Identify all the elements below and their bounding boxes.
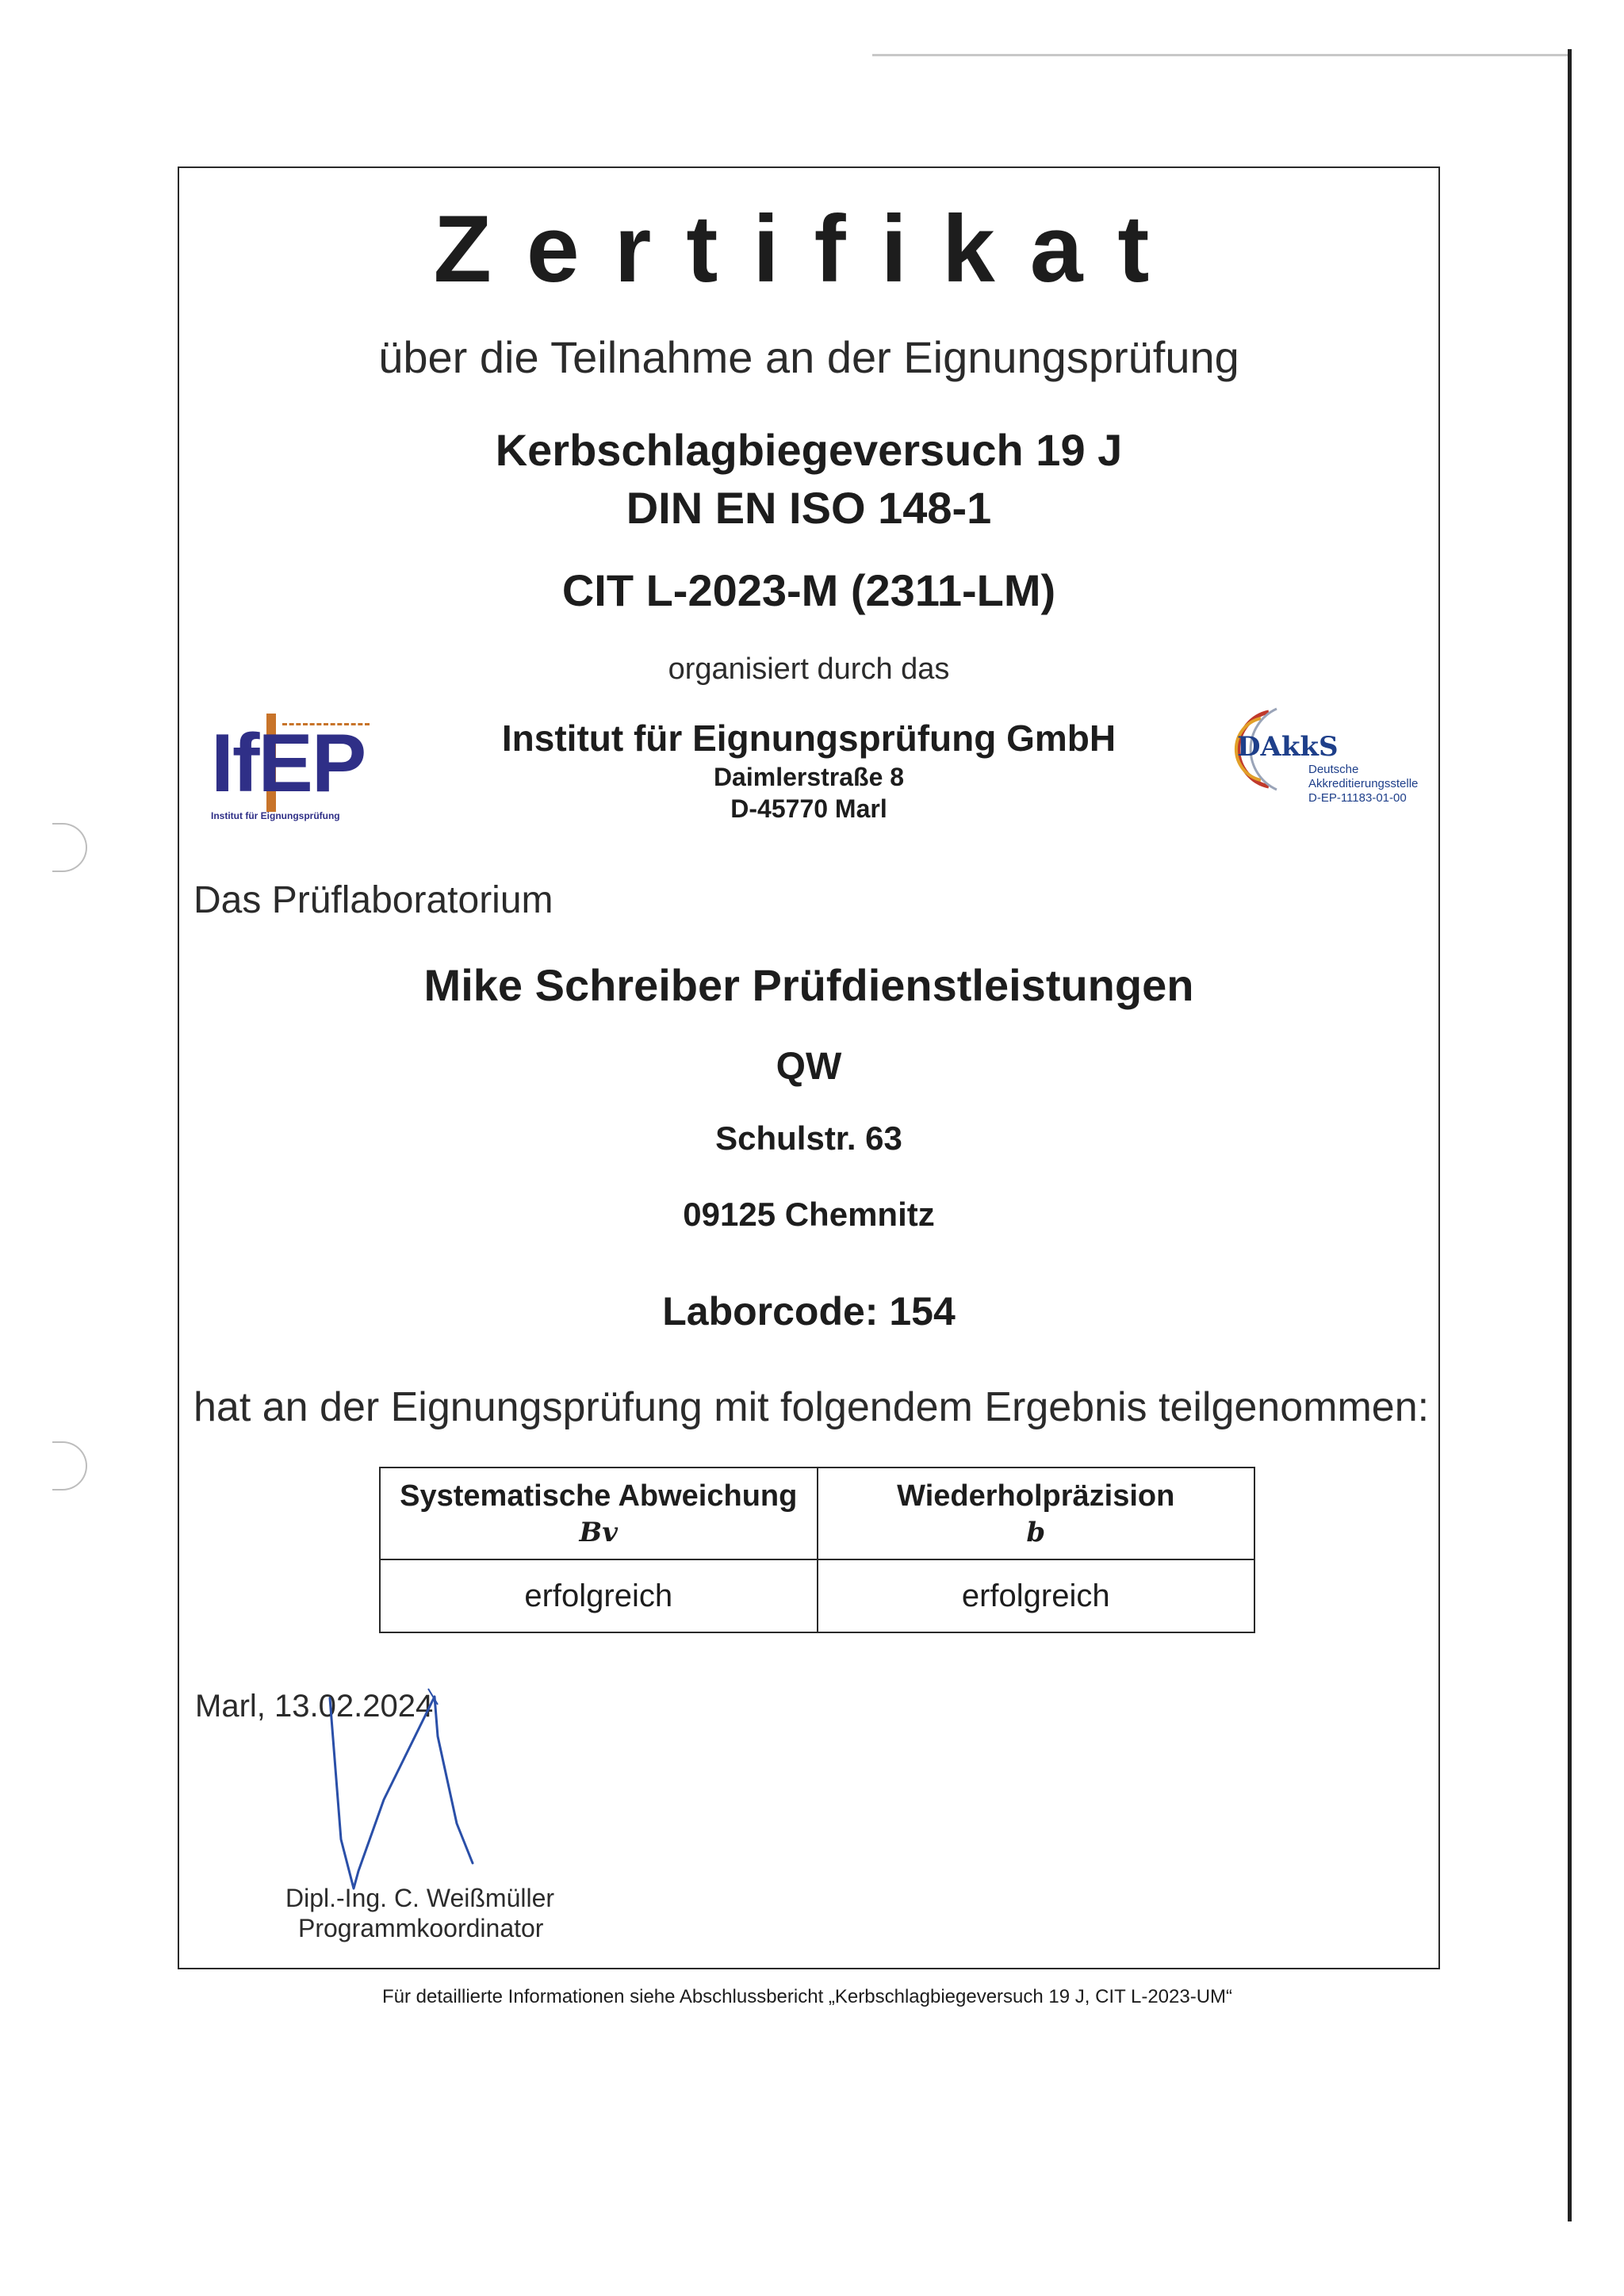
lab-street: Schulstr. 63 [715,1119,902,1157]
lab-intro: Das Prüflaboratorium [193,879,553,921]
results-header-symbol: b [1026,1516,1046,1548]
punch-hole-upper [52,823,87,872]
results-header-row [380,1468,1254,1559]
results-header-symbol: Bv [579,1516,618,1548]
results-value-row [380,1559,1254,1632]
ifep-logo-caption: Institut für Eignungsprüfung [211,810,340,821]
participation-statement: hat an der Eignungsprüfung mit folgendem Ergebnis teilgenommen: [193,1384,1430,1430]
dakks-logo [1213,698,1427,805]
dakks-line-2: Akkreditierungsstelle [1308,777,1419,790]
signer-role: Programmkoordinator [298,1914,544,1942]
signer-name: Dipl.-Ing. C. Weißmüller [285,1884,555,1912]
test-name: Kerbschlagbiegeversuch 19 J [495,425,1123,475]
lab-code: Laborcode: 154 [662,1289,956,1334]
certificate-title: Zertifikat [433,196,1185,302]
dakks-accreditation-number: D-EP-11183-01-00 [1308,791,1407,805]
test-standard: DIN EN ISO 148-1 [626,483,992,533]
date-place: Marl, 13.02.2024 [195,1689,434,1724]
organizer-city: D-45770 Marl [730,794,887,823]
results-value-cell: erfolgreich [818,1559,1255,1632]
ifep-logo-text: IfEP [211,718,366,809]
punch-hole-lower [52,1441,87,1490]
handwritten-signature [301,1681,508,1919]
scan-edge-right [1568,49,1572,2221]
organizer-street: Daimlerstraße 8 [713,763,905,791]
certificate-subtitle: über die Teilnahme an der Eignungsprüfung [378,332,1239,382]
dakks-line-1: Deutsche [1308,763,1359,776]
program-code: CIT L-2023-M (2311-LM) [561,565,1056,615]
footer-note: Für detaillierte Informationen siehe Abschlussbericht „Kerbschlagbiegeversuch 19 J, CIT L-2023-UM“ [381,1986,1233,2007]
results-table [379,1467,1255,1633]
ifep-logo [211,714,377,825]
results-header-cell [380,1468,818,1559]
results-value-cell: erfolgreich [380,1559,818,1632]
lab-suffix: QW [776,1046,842,1088]
organised-by-text: organisiert durch das [668,652,950,686]
results-header-label: Systematische Abweichung [400,1479,798,1513]
results-header-cell [818,1468,1255,1559]
dakks-logo-text: DAkkS [1237,731,1339,763]
organizer-name: Institut für Eignungsprüfung GmbH [501,718,1116,759]
results-header-label: Wiederholpräzision [897,1479,1175,1513]
lab-name: Mike Schreiber Prüfdienstleistungen [423,960,1194,1010]
scan-edge-top [872,54,1570,56]
lab-city: 09125 Chemnitz [683,1196,935,1233]
